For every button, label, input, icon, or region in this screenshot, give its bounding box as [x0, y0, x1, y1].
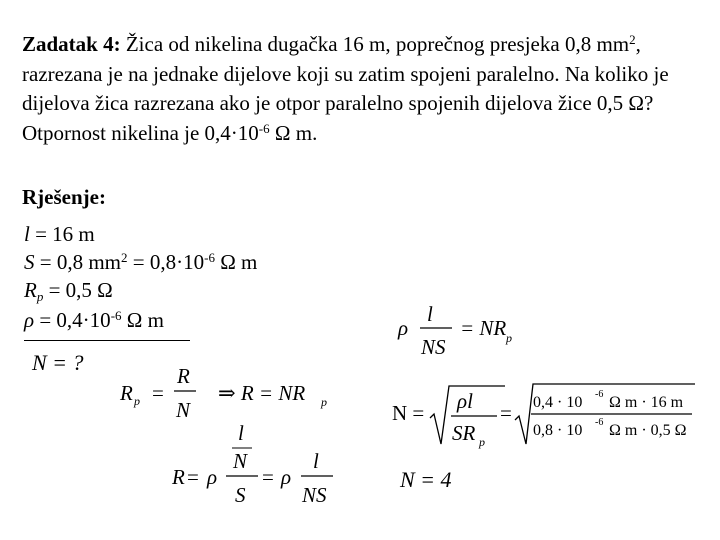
task-text-3: Ω m. [269, 120, 318, 145]
rp-eq: = [152, 381, 164, 405]
solution-heading: Rješenje: [22, 185, 106, 209]
rho-symbol: ρ [24, 308, 35, 332]
area-sup-b: -6 [204, 250, 215, 265]
resistance-value: = 0,5 Ω [43, 278, 113, 302]
r-rho-1: ρ [207, 465, 218, 489]
numeric-num-a: 0,4 · 10 [533, 394, 583, 411]
numeric-den-b: Ω m · 0,5 Ω [609, 422, 687, 439]
unknown-quantity: N = ? [32, 350, 84, 375]
r-eq-2: = [262, 465, 274, 489]
n-num: ρl [457, 389, 473, 413]
implies-text: ⇒ R = NR [218, 381, 306, 405]
top-num: l [427, 302, 433, 326]
r-rho-2: ρ [281, 465, 292, 489]
rp-lhs-sub: p [134, 394, 140, 408]
area-value-a: = 0,8 mm [34, 250, 122, 274]
task-text: Žica od nikelina dugačka 16 m, poprečnog presjeka 0,8 mm [125, 32, 630, 56]
result: N = 4 [400, 467, 452, 492]
numeric-den-sup: -6 [595, 417, 604, 428]
implies-sub: p [321, 395, 327, 409]
area-symbol: S [24, 250, 35, 274]
rho-value: = 0,4·10 [34, 308, 111, 332]
top-rhs: = NR [460, 316, 507, 340]
task-text-2: , razrezana je na jednake dijelove koji su zatim spojeni paralelno. Na koliko je dijelova žica razrezana ako je otpor paralelno spojenih dijelova žice 0,5 Ω? Otpornost nikelina je 0,4·10 [22, 32, 669, 145]
numeric-num-b: Ω m · 16 m [609, 394, 684, 411]
r-num-top: l [238, 421, 244, 445]
area-value-c: Ω m [214, 250, 258, 274]
r-lhs: R [172, 465, 185, 489]
r-num-mid: N [233, 449, 248, 473]
length-symbol: l [24, 222, 30, 246]
task-label: Zadatak 4: [22, 32, 121, 56]
numeric-num-sup: -6 [595, 389, 604, 400]
area-value-b: = 0,8·10 [127, 250, 205, 274]
n-den: SR [452, 421, 476, 445]
length-value: = 16 m [29, 222, 95, 246]
n-lhs: N = [392, 401, 425, 425]
task-sup-2: -6 [258, 120, 270, 136]
n-eq: = [500, 401, 512, 425]
rp-den: N [176, 398, 191, 422]
top-den: NS [421, 335, 446, 359]
r-num-2: l [313, 449, 319, 473]
resistance-symbol: R [24, 278, 37, 302]
r-den: S [235, 483, 246, 507]
rho-sup: -6 [110, 308, 122, 323]
rp-num: R [177, 364, 190, 388]
r-den-2: NS [302, 483, 327, 507]
rp-lhs: R [120, 381, 133, 405]
r-eq-1: = [187, 465, 199, 489]
numeric-den-a: 0,8 · 10 [533, 422, 583, 439]
area-sup-a: 2 [121, 250, 128, 265]
top-rho: ρ [398, 316, 409, 340]
n-den-sub: p [479, 435, 485, 449]
top-rhs-sub: p [506, 331, 512, 345]
rho-unit: Ω m [121, 308, 164, 332]
task-sup-1: 2 [629, 32, 636, 47]
resistance-sub: p [36, 289, 44, 304]
